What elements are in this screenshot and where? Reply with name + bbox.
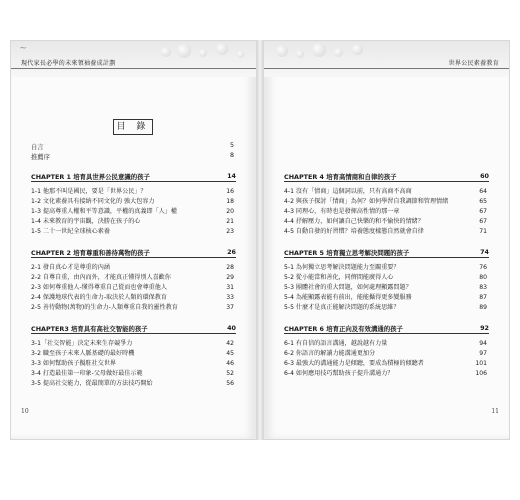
toc-entry <box>284 197 489 206</box>
entry-page: 46 <box>226 360 234 367</box>
entry-page: 76 <box>479 264 487 271</box>
front-matter-page: 5 <box>229 142 234 149</box>
chapter-title: CHAPTER 5 培育獨立思考解決問題的孩子 <box>284 249 410 257</box>
chapter-page: 60 <box>480 172 489 180</box>
toc-entry <box>284 283 489 292</box>
toc-entry <box>31 379 236 388</box>
entry-page: 89 <box>479 304 487 311</box>
chapter-heading <box>284 172 489 182</box>
entry-text: 6-4 如何應用技巧幫助孩子提升溝通力？ <box>284 370 394 377</box>
chapter-page: 74 <box>480 248 489 256</box>
toc-entry <box>31 187 236 196</box>
entry-text: 3-5 提高社交能力，從最簡單的方法技巧開始 <box>31 380 153 387</box>
right-header-band <box>264 41 509 77</box>
toc-entry <box>284 349 489 358</box>
front-matter-page: 8 <box>229 152 234 159</box>
entry-text: 5-2 從小能當和善化，同儕間能廣得人心 <box>284 274 394 281</box>
entry-text: 5-1 為何獨立思考解決問題能力至關重要？ <box>284 264 400 271</box>
entry-page: 71 <box>479 228 487 235</box>
toc-entry <box>284 303 489 312</box>
cursive-decoration: ~ <box>19 43 28 54</box>
entry-text: 4-2 與孩子探討「情商」為何？如何學習自我調節和管理情緒 <box>284 198 449 205</box>
bubble-icon <box>237 51 244 58</box>
toc-entry <box>284 217 489 226</box>
entry-text: 4-1 沒有「情商」這個詞以前，只有高商不高商 <box>284 188 412 195</box>
toc-entry <box>284 359 489 368</box>
entry-page: 37 <box>226 304 234 311</box>
entry-page: 18 <box>226 198 234 205</box>
entry-page: 94 <box>479 340 487 347</box>
entry-page: 16 <box>226 188 234 195</box>
entry-text: 4-3 同理心，有時也是發揮高性情的那一章 <box>284 208 400 215</box>
entry-page: 45 <box>226 350 234 357</box>
toc-entry <box>31 369 236 378</box>
entry-page: 31 <box>226 284 234 291</box>
chapter-title: CHAPTER 2 培育尊重和善待萬物的孩子 <box>31 249 150 257</box>
entry-text: 2-2 自尊自重，由內而外，才能真正懂得別人喜歡你 <box>31 274 171 281</box>
toc-entry <box>284 227 489 236</box>
entry-text: 3-2 職至孩子未來人脈基礎的最好時機 <box>31 350 135 357</box>
entry-text: 3-1「社交智能」決定未來生存競爭力 <box>31 340 133 347</box>
bubble-icon <box>334 48 343 57</box>
chapter-title: CHAPTER 1 培育具世界公民意識的孩子 <box>31 173 150 181</box>
toc-entry <box>31 349 236 358</box>
entry-page: 23 <box>226 228 234 235</box>
bubble-icon <box>276 45 288 57</box>
entry-text: 1-3 提高尊重人權和平等意識，平權的真義即「人」權 <box>31 208 177 215</box>
toc-entry <box>284 187 489 196</box>
entry-page: 80 <box>479 274 487 281</box>
entry-text: 5-4 為能顯露表能有前出，能能攝得更多變服務 <box>284 294 412 301</box>
toc-entry <box>31 303 236 312</box>
chapter-page: 26 <box>227 248 236 256</box>
header-rule <box>11 68 256 69</box>
entry-text: 3-3 如何幫助孩子擬駐社交世界 <box>31 360 117 367</box>
entry-text: 5-5 什麼才是真正能解決問題的系統思維？ <box>284 304 400 311</box>
toc-entry <box>31 339 236 348</box>
chapter-heading <box>31 324 236 334</box>
entry-page: 29 <box>226 274 234 281</box>
page-number: 10 <box>21 408 29 415</box>
chapter-title: CHAPTER3 培育具有高社交智能的孩子 <box>31 325 148 333</box>
entry-page: 56 <box>226 380 234 387</box>
entry-text: 1-5 二十一世紀全球核心素養 <box>31 228 110 235</box>
toc-entry <box>31 359 236 368</box>
toc-entry <box>31 273 236 282</box>
bubble-icon <box>352 44 363 55</box>
toc-entry <box>284 207 489 216</box>
left-running-header: 現代家長必學的未來領袖養成計劃 <box>21 60 116 67</box>
bubble-icon <box>199 49 207 57</box>
bubble-icon <box>161 47 171 57</box>
header-rule <box>264 68 509 69</box>
toc-title: 目 錄 <box>113 119 153 135</box>
entry-page: 87 <box>479 294 487 301</box>
entry-page: 42 <box>226 340 234 347</box>
bubble-icon <box>216 43 228 55</box>
toc-entry <box>31 293 236 302</box>
bubble-icon <box>312 43 326 57</box>
entry-page: 106 <box>475 370 487 377</box>
toc-entry <box>31 197 236 206</box>
chapter-page: 14 <box>227 172 236 180</box>
entry-page: 64 <box>479 188 487 195</box>
toc-entry <box>31 207 236 216</box>
entry-text: 2-4 保護地球代表的生命力-取決於人類的環保教育 <box>31 294 167 301</box>
entry-text: 6-2 你語言的解讀力能溝通更加分 <box>284 350 376 357</box>
entry-page: 65 <box>479 198 487 205</box>
bubble-icon <box>296 50 304 58</box>
chapter-page: 92 <box>480 324 489 332</box>
toc-entry <box>31 217 236 226</box>
entry-page: 97 <box>479 350 487 357</box>
toc-entry <box>284 293 489 302</box>
entry-text: 4-5 自動自發的好習慣？培養態度樣態自然就會自律 <box>284 228 424 235</box>
entry-text: 2-3 如何尊重他人-懂得尊重自己從而也會尊重他人 <box>31 284 167 291</box>
toc-entry <box>31 263 236 272</box>
entry-page: 21 <box>226 218 234 225</box>
entry-text: 6-1 有自信的語言溝通，越說越有力量 <box>284 340 388 347</box>
entry-text: 5-3 團體社會的重大問題，如何處理顯露問題？ <box>284 284 412 291</box>
page-number: 11 <box>491 408 499 415</box>
chapter-title: CHAPTER 4 培育高情商和自律的孩子 <box>284 173 397 181</box>
left-page <box>10 40 257 440</box>
entry-page: 20 <box>226 208 234 215</box>
entry-page: 33 <box>226 294 234 301</box>
chapter-page: 40 <box>227 324 236 332</box>
left-header-band <box>11 41 256 77</box>
entry-text: 4-4 抒解壓力，如何讓自己快樂的和不愉快的情緒？ <box>284 218 424 225</box>
entry-text: 3-4 打造最佳第一印象-父母做好最佳示範 <box>31 370 143 377</box>
entry-text: 6-3 最強大的溝通能力是傾聽，要成為積極的傾聽者 <box>284 360 424 367</box>
entry-page: 28 <box>226 264 234 271</box>
toc-entry <box>284 339 489 348</box>
chapter-title: CHAPTER 6 培育正向及有效溝通的孩子 <box>284 325 403 333</box>
chapter-heading <box>284 324 489 334</box>
entry-page: 83 <box>479 284 487 291</box>
front-matter-label: 自言 <box>31 144 44 151</box>
toc-entry <box>31 283 236 292</box>
right-page <box>263 40 510 440</box>
toc-entry <box>284 263 489 272</box>
entry-text: 2-1 發自真心才是尊重的內涵 <box>31 264 110 271</box>
entry-text: 1-4 未來教育的宇宙觀，決勝在孩子的心 <box>31 218 141 225</box>
toc-entry <box>284 369 489 378</box>
entry-text: 2-5 善待動物(萬物)的生命力-人類尊重自我的靈性教育 <box>31 304 178 311</box>
entry-page: 67 <box>479 218 487 225</box>
bubble-icon <box>177 44 191 58</box>
entry-page: 67 <box>479 208 487 215</box>
entry-text: 1-2 文化素養具有接納不同文化的 強大包容力 <box>31 198 155 205</box>
chapter-heading <box>31 172 236 182</box>
chapter-heading <box>31 248 236 258</box>
entry-text: 1-1 他那不叫是國民，要是「世界公民」？ <box>31 188 147 195</box>
toc-entry <box>31 227 236 236</box>
front-matter-label: 推薦序 <box>31 154 50 161</box>
chapter-heading <box>284 248 489 258</box>
entry-page: 101 <box>475 360 487 367</box>
right-running-header: 世界公民素養教育 <box>448 60 499 67</box>
entry-page: 52 <box>226 370 234 377</box>
toc-entry <box>284 273 489 282</box>
